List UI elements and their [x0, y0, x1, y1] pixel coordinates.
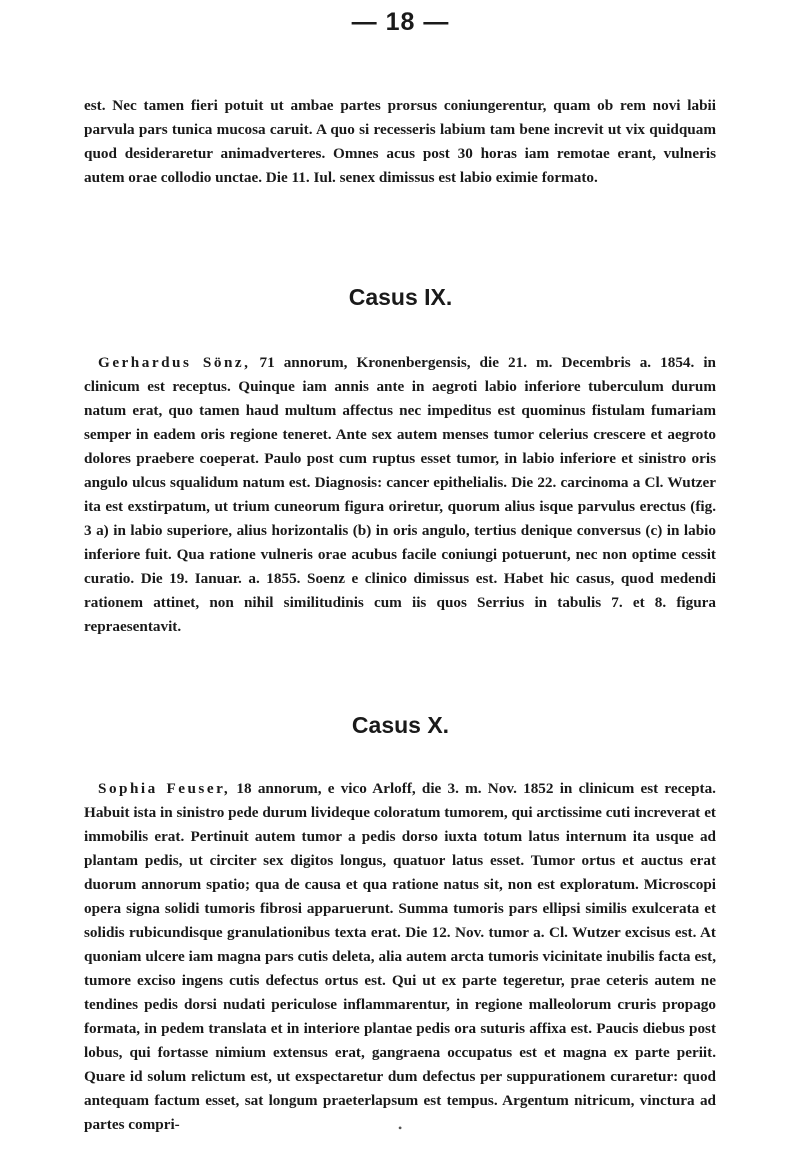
footer-mark: •	[398, 1121, 403, 1135]
page-number: — 18 —	[351, 8, 450, 36]
case-ix-body: 71 annorum, Kronenbergensis, die 21. m. Decembris a. 1854. in clinicum est receptus. Quinque iam annis ante in aegroti labio inferiore tuberculum durum natum erat, quo tamen haud multum affectus nec impeditus est quominus fistulam fumariam semper in eadem oris regione teneret. Ante sex autem menses tumor celerius crescere et aegroto dolores praebere coeperat. Paulo post cum ruptus esset tumor, in labio inferiore et sinistro oris angulo ulcus squalidum natum est. Diagnosis: cancer epithelialis. Die 22. carcinoma a Cl. Wutzer ita est exstirpatum, ut trium cuneorum figura oriretur, quorum alius isque parvulus erectus (fig. 3 a) in labio superiore, alius horizontalis (b) in oris angulo, tertius denique conversus (c) in labio inferiore fuit. Qua ratione vulneris orae acubus facile coniungi potuerunt, nec non optime cessit curatio. Die 19. Ianuar. a. 1855. Soenz e clinico dimissus est. Habet hic casus, quod medendi rationem attinet, non nihil similitudinis cum iis quos Serrius in tabulis 7. et 8. figura repraesentavit.	[84, 354, 717, 635]
case-x-heading: Casus X.	[351, 712, 450, 738]
case-x-body: 18 annorum, e vico Arloff, die 3. m. Nov. 1852 in clinicum est recepta. Habuit ista in sinistro pede durum livideque coloratum tumorem, qui arctissime cuti increverat et immobilis erat. Pertinuit autem tumor a pedis dorso iuxta totum latus internum ita usque ad plantam pedis, ut circiter sex digitos longus, quatuor latus esset. Tumor ortus et auctus erat duorum annorum spatio; qua de causa et qua ratione natus sit, non est exploratum. Microscopi opera signa solidi tumoris fibrosi apparuerunt. Summa tumoris pars ellipsi similis exulcerata et solidis rubicundisque granulationibus texta erat. Die 12. Nov. tumor a. Cl. Wutzer excisus est. At quoniam ulcere iam magna pars cutis deleta, alia autem arcta tumoris vicinitate inubilis facta est, tumore exciso ingens cutis defectus ortus est. Qui ut ex parte tegeretur, prae ceteris autem ne tendines pedis dorsi nudati periculose inflammarentur, in regione malleolorum cruris propago formata, in pedem translata et in interiore plantae pedis ora suturis affixa est. Paucis diebus post lobus, qui fortasse nimium extensus erat, gangraena occupatus est et magna ex parte periit. Quare id solum relictum est, ut exspectaretur dum defectus per suppurationem curaretur: quod antequam factum esset, sat longum praeterlapsum est tempus. Argentum nitricum, vinctura ad partes compri-	[84, 780, 716, 1133]
case-ix-heading: Casus IX.	[348, 284, 453, 310]
intro-paragraph: est. Nec tamen fieri potuit ut ambae partes prorsus coniungerentur, quam ob rem novi labii parvula pars tunica mucosa caruit. A quo si recesseris labium tam bene increvit ut vix quidquam quod desideraretur animadverteres. Omnes acus post 30 horas iam remotae erant, vulneris autem orae collodio unctae. Die 11. Iul. senex dimissus est labio eximie formato.	[84, 97, 716, 186]
case-x-patient-name: Sophia Feuser,	[98, 780, 231, 797]
case-x-paragraph	[84, 777, 716, 1137]
case-ix-paragraph	[84, 351, 716, 639]
case-ix-patient-name: Gerhardus Sönz,	[98, 354, 251, 371]
